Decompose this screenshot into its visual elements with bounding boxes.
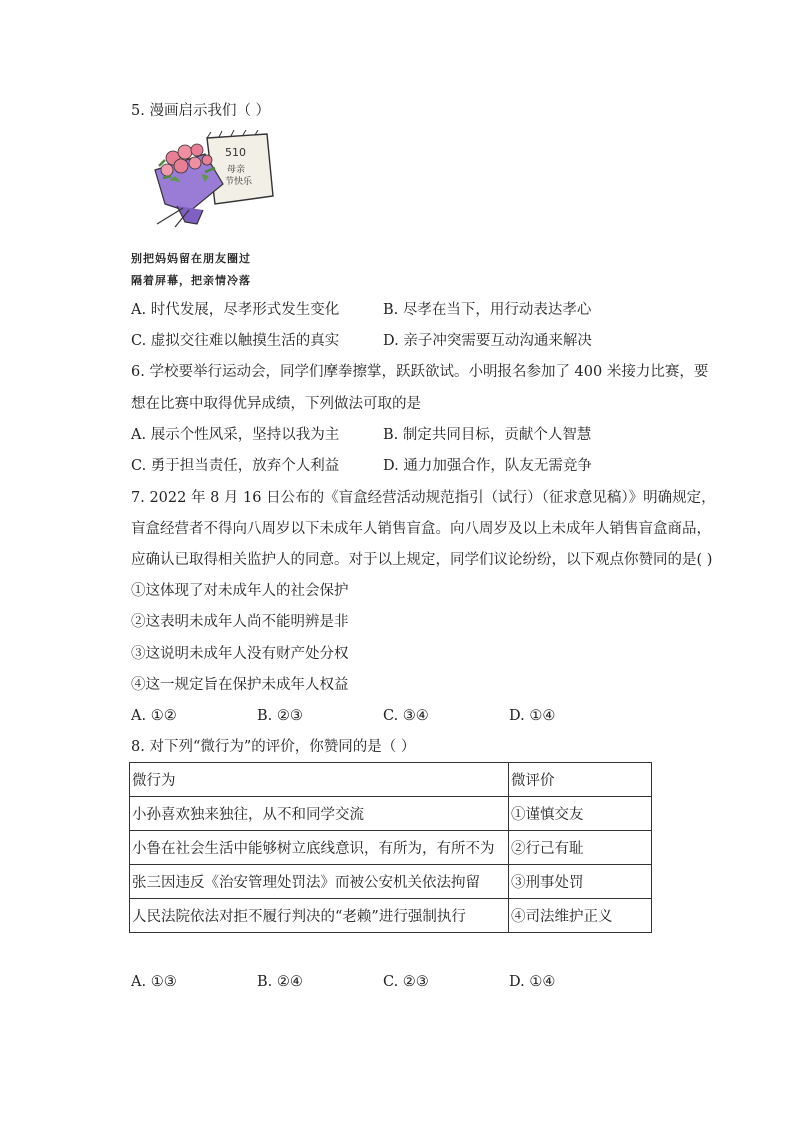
- calendar-text-1: 母亲: [227, 165, 246, 175]
- table-cell-evaluation: ③刑事处罚: [509, 865, 652, 899]
- q7-item-1: ①这体现了对未成年人的社会保护: [131, 583, 349, 599]
- table-cell-behavior: 人民法院依法对拒不履行判决的“老赖”进行强制执行: [130, 899, 509, 933]
- q6-line1: 6. 学校要举行运动会，同学们摩拳擦掌，跃跃欲试。小明报名参加了 400 米接力比赛，要: [131, 364, 709, 380]
- mothers-day-cartoon: [145, 130, 275, 228]
- q8-option-a[interactable]: A. ①③: [131, 974, 177, 990]
- table-cell-evaluation: ①谨慎交友: [509, 797, 652, 831]
- q5-option-b[interactable]: B. 尽孝在当下，用行动表达孝心: [383, 302, 592, 318]
- table-row: [130, 831, 652, 865]
- table-row: [130, 797, 652, 831]
- q7-item-2: ②这表明未成年人尚不能明辨是非: [131, 614, 349, 630]
- table-cell-evaluation: ④司法维护正义: [509, 899, 652, 933]
- q7-line3: 应确认已取得相关监护人的同意。对于以上规定，同学们议论纷纷，以下观点你赞同的是( ): [131, 552, 713, 568]
- q5-caption-line2: 隔着屏幕，把亲情冷落: [131, 274, 251, 287]
- q5-option-a[interactable]: A. 时代发展，尽孝形式发生变化: [131, 302, 340, 318]
- calendar-text-2: 节快乐: [225, 177, 253, 187]
- q5-option-c[interactable]: C. 虚拟交往难以触摸生活的真实: [131, 333, 340, 349]
- q6-option-b[interactable]: B. 制定共同目标，贡献个人智慧: [383, 427, 592, 443]
- q7-line1: 7. 2022 年 8 月 16 日公布的《盲盒经营活动规范指引（试行）（征求意见稿）》明确规定，: [131, 490, 716, 506]
- q5-stem: 5. 漫画启示我们（ ）: [131, 103, 271, 119]
- q7-item-3: ③这说明未成年人没有财产处分权: [131, 646, 349, 662]
- table-header-behavior: 微行为: [130, 763, 509, 797]
- q6-option-d[interactable]: D. 通力加强合作，队友无需竞争: [383, 458, 592, 474]
- table-row: [130, 865, 652, 899]
- q6-option-c[interactable]: C. 勇于担当责任，放弃个人利益: [131, 458, 340, 474]
- table-row: [130, 899, 652, 933]
- q7-line2: 盲盒经营者不得向八周岁以下未成年人销售盲盒。向八周岁及以上未成年人销售盲盒商品，: [131, 521, 711, 537]
- table-header-row: [130, 763, 652, 797]
- q8-stem: 8. 对下列“微行为”的评价，你赞同的是（ ）: [131, 739, 416, 755]
- q8-table: [129, 762, 652, 933]
- q8-option-b[interactable]: B. ②④: [257, 974, 303, 990]
- table-cell-evaluation: ②行己有耻: [509, 831, 652, 865]
- q8-option-d[interactable]: D. ①④: [509, 974, 556, 990]
- q7-option-a[interactable]: A. ①②: [131, 708, 177, 724]
- q7-option-c[interactable]: C. ③④: [383, 708, 429, 724]
- q5-caption-line1: 别把妈妈留在朋友圈过: [131, 252, 251, 265]
- table-cell-behavior: 小鲁在社会生活中能够树立底线意识，有所为，有所不为: [130, 831, 509, 865]
- table-cell-behavior: 张三因违反《治安管理处罚法》而被公安机关依法拘留: [130, 865, 509, 899]
- q5-option-d[interactable]: D. 亲子冲突需要互动沟通来解决: [383, 333, 592, 349]
- q6-option-a[interactable]: A. 展示个性风采，坚持以我为主: [131, 427, 340, 443]
- q8-option-c[interactable]: C. ②③: [383, 974, 429, 990]
- q6-line2: 想在比赛中取得优异成绩，下列做法可取的是: [131, 396, 421, 412]
- q7-option-d[interactable]: D. ①④: [509, 708, 556, 724]
- q7-option-b[interactable]: B. ②③: [257, 708, 303, 724]
- table-header-evaluation: 微评价: [509, 763, 652, 797]
- calendar-number: 510: [225, 146, 246, 159]
- q7-item-4: ④这一规定旨在保护未成年人权益: [131, 677, 349, 693]
- table-cell-behavior: 小孙喜欢独来独往，从不和同学交流: [130, 797, 509, 831]
